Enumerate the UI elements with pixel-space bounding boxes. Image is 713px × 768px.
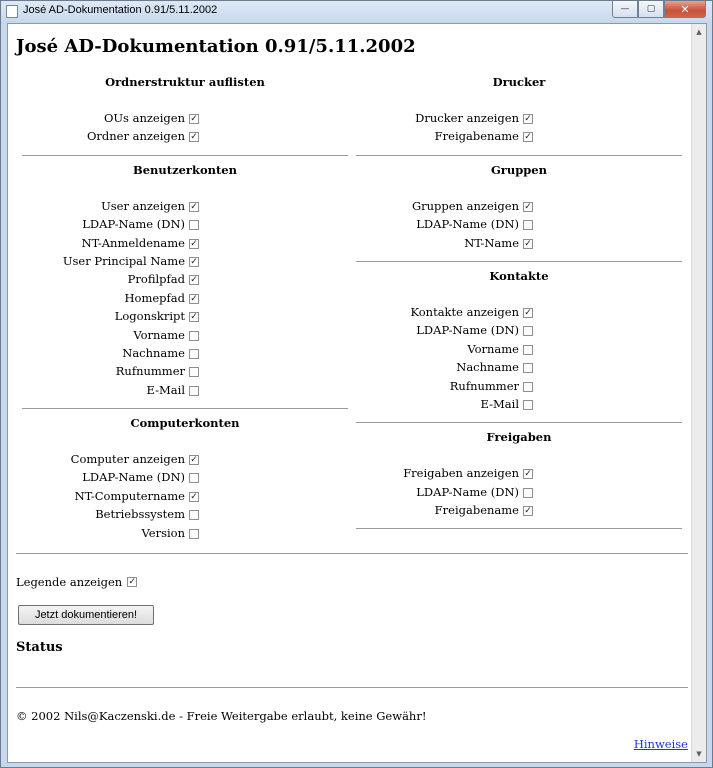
option-label: Drucker anzeigen	[415, 111, 519, 125]
option-row[interactable]	[22, 363, 348, 381]
option-label: Rufnummer	[449, 378, 519, 393]
title-bar	[1, 1, 712, 23]
option-row[interactable]	[22, 271, 348, 289]
section-drucker	[356, 68, 682, 156]
option-checkbox[interactable]: ✓	[524, 469, 532, 480]
option-checkbox[interactable]	[523, 326, 533, 336]
option-checkbox[interactable]: ✓	[190, 275, 198, 286]
option-label: NT-Anmeldename	[81, 235, 185, 250]
close-button[interactable]	[664, 1, 706, 18]
section-title: Computerkonten	[130, 416, 240, 431]
option-label: Betriebssystem	[95, 507, 185, 522]
option-row[interactable]	[356, 110, 682, 128]
option-label: Logonskript	[114, 309, 185, 324]
option-checkbox[interactable]	[189, 510, 199, 520]
option-row[interactable]	[22, 469, 348, 487]
maximize-button[interactable]	[638, 1, 664, 18]
option-label: Nachname	[456, 360, 519, 375]
option-label: Rufnummer	[115, 364, 185, 379]
option-label: NT-Computername	[74, 488, 185, 503]
option-label: Homepfad	[124, 290, 185, 305]
option-label: Gruppen anzeigen	[411, 198, 519, 213]
copyright-notice: © 2002 Nils@Kaczenski.de - Freie Weitergabe erlaubt, keine Gewähr!	[16, 709, 427, 723]
right-column	[356, 68, 682, 529]
option-label: E-Mail	[480, 396, 519, 411]
option-row[interactable]	[22, 253, 348, 271]
section-kontakte	[356, 262, 682, 423]
option-checkbox[interactable]	[523, 382, 533, 392]
option-row[interactable]	[22, 198, 348, 216]
option-row[interactable]	[356, 359, 682, 377]
option-row[interactable]	[22, 308, 348, 326]
scroll-down-icon[interactable]: ▼	[696, 750, 702, 758]
option-label: Version	[141, 525, 185, 540]
option-label: E-Mail	[146, 382, 185, 397]
section-title: Benutzerkonten	[133, 162, 237, 177]
option-checkbox[interactable]: ✓	[524, 132, 532, 143]
section-benutzerkonten	[22, 156, 348, 409]
section-title: Ordnerstruktur auflisten	[105, 75, 265, 89]
document-icon	[6, 5, 18, 18]
option-row[interactable]	[356, 128, 682, 146]
option-checkbox[interactable]	[189, 386, 199, 396]
option-checkbox[interactable]	[189, 331, 199, 341]
option-row[interactable]	[22, 382, 348, 400]
option-row[interactable]	[356, 304, 682, 322]
option-label: Profilpfad	[127, 272, 185, 287]
option-row[interactable]	[356, 465, 682, 483]
option-checkbox[interactable]: ✓	[190, 114, 198, 124]
option-row[interactable]	[22, 488, 348, 506]
option-label: User Principal Name	[62, 253, 185, 268]
option-label: Computer anzeigen	[70, 452, 185, 467]
section-freigaben	[356, 423, 682, 529]
option-label: Freigabename	[434, 129, 519, 144]
minimize-button[interactable]	[612, 1, 638, 18]
status-heading: Status	[16, 640, 63, 655]
option-row[interactable]	[356, 341, 682, 359]
option-label: Vorname	[133, 327, 185, 342]
option-row[interactable]	[356, 378, 682, 396]
section-ordnerstruktur	[22, 68, 348, 156]
option-label: Nachname	[122, 345, 185, 360]
option-row[interactable]	[22, 451, 348, 469]
option-row[interactable]	[22, 128, 348, 146]
option-checkbox[interactable]: ✓	[524, 114, 532, 124]
section-title: Freigaben	[486, 430, 552, 445]
divider	[16, 553, 688, 554]
option-row[interactable]	[22, 525, 348, 543]
divider	[16, 687, 688, 688]
option-checkbox[interactable]: ✓	[190, 132, 198, 143]
option-checkbox[interactable]	[189, 529, 199, 539]
option-checkbox[interactable]	[523, 400, 533, 410]
option-label: Ordner anzeigen	[86, 129, 185, 144]
option-label: LDAP-Name (DN)	[416, 323, 519, 338]
option-checkbox[interactable]	[523, 488, 533, 498]
option-checkbox[interactable]	[523, 220, 533, 230]
option-label: NT-Name	[464, 235, 519, 250]
page-content	[8, 24, 691, 762]
option-checkbox[interactable]: ✓	[190, 201, 198, 212]
option-checkbox[interactable]: ✓	[190, 293, 198, 304]
option-checkbox[interactable]: ✓	[190, 491, 198, 502]
option-row[interactable]	[356, 322, 682, 340]
maximize-icon: ▢	[646, 4, 656, 14]
option-checkbox[interactable]: ✓	[190, 312, 198, 323]
left-column	[22, 68, 348, 543]
option-row[interactable]	[356, 216, 682, 234]
option-checkbox[interactable]	[189, 473, 199, 483]
option-label: User anzeigen	[101, 198, 185, 213]
option-checkbox[interactable]: ✓	[524, 238, 532, 249]
option-row[interactable]	[356, 396, 682, 414]
option-row[interactable]	[356, 502, 682, 520]
section-gruppen	[356, 156, 682, 262]
option-label: LDAP-Name (DN)	[416, 484, 519, 499]
option-row[interactable]	[356, 235, 682, 253]
option-row[interactable]	[22, 110, 348, 128]
option-label: Freigaben anzeigen	[403, 466, 519, 481]
option-row[interactable]	[22, 235, 348, 253]
option-row[interactable]	[22, 345, 348, 363]
option-label: LDAP-Name (DN)	[416, 217, 519, 232]
minimize-icon: —	[620, 4, 630, 14]
section-title: Kontakte	[489, 268, 549, 283]
scroll-up-icon[interactable]: ▲	[696, 28, 702, 36]
option-checkbox[interactable]	[189, 220, 199, 230]
option-label: OUs anzeigen	[103, 111, 185, 125]
legend-option[interactable]	[16, 575, 137, 589]
page-title: José AD-Dokumentation 0.91/5.11.2002	[16, 36, 416, 57]
section-title: Gruppen	[490, 162, 547, 177]
option-checkbox[interactable]	[523, 363, 533, 373]
option-row[interactable]	[22, 506, 348, 524]
section-computerkonten	[22, 409, 348, 543]
option-row[interactable]	[356, 198, 682, 216]
window-title: José AD-Dokumentation 0.91/5.11.2002	[23, 4, 218, 16]
option-checkbox[interactable]: ✓	[524, 506, 532, 517]
option-label: Kontakte anzeigen	[410, 304, 519, 319]
page-viewport	[7, 23, 707, 763]
option-row[interactable]	[22, 216, 348, 234]
option-checkbox[interactable]	[523, 345, 533, 355]
close-icon: ✕	[680, 2, 690, 16]
option-label: LDAP-Name (DN)	[82, 470, 185, 485]
option-row[interactable]	[356, 484, 682, 502]
option-row[interactable]	[22, 290, 348, 308]
document-now-button[interactable]: Jetzt dokumentieren!	[18, 605, 154, 625]
option-row[interactable]	[22, 327, 348, 345]
option-label: LDAP-Name (DN)	[82, 217, 185, 232]
option-label: Freigabename	[434, 503, 519, 518]
window-controls	[612, 1, 706, 19]
section-title: Drucker	[492, 75, 546, 89]
option-checkbox[interactable]	[189, 367, 199, 377]
option-checkbox[interactable]: ✓	[190, 238, 198, 249]
hinweise-link[interactable]: Hinweise	[633, 737, 688, 751]
option-checkbox[interactable]	[189, 349, 199, 359]
option-checkbox[interactable]: ✓	[524, 201, 532, 212]
legend-checkbox[interactable]: ✓	[128, 577, 136, 587]
option-checkbox[interactable]: ✓	[190, 455, 198, 466]
legend-label: Legende anzeigen	[16, 575, 123, 589]
option-checkbox[interactable]: ✓	[524, 307, 532, 318]
vertical-scrollbar[interactable]	[691, 24, 706, 762]
option-checkbox[interactable]: ✓	[190, 256, 198, 267]
option-label: Vorname	[467, 341, 519, 356]
